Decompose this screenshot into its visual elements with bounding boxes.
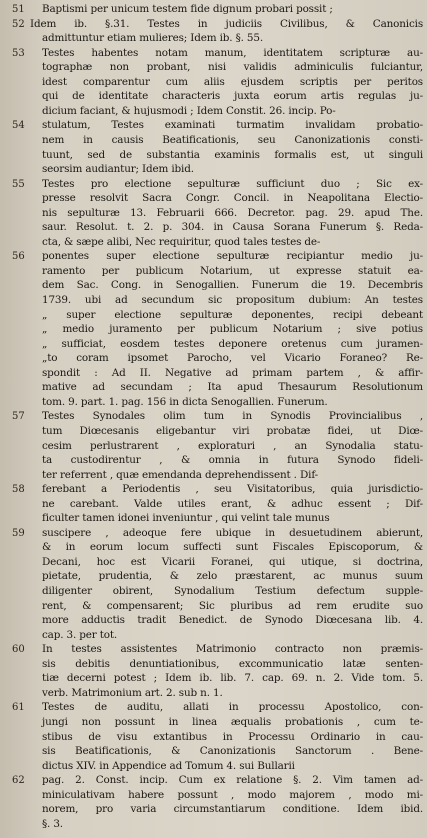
line-text: ne carebant. Valde utiles erant, & adhuc essent ; Dif- (42, 497, 423, 510)
text-line (0, 322, 427, 337)
text-line (0, 540, 427, 555)
line-text: pag. 2. Const. incip. Cum ex relatione §. 2. Vim tamen ad- (42, 774, 423, 787)
text-line (0, 380, 427, 395)
margin-number: 57 (12, 411, 25, 423)
line-text: ter referrent , quæ emendanda deprehendissent . Dif- (42, 468, 319, 481)
margin-number: 58 (12, 484, 25, 496)
margin-number: 61 (12, 702, 25, 714)
line-text: tographæ non probant, nisi validis adminiculis fulciantur, (42, 61, 423, 74)
line-text: qui de identitate characteris juxta eorum artis regulas ju- (42, 90, 423, 103)
text-line (0, 46, 427, 61)
line-text: tiæ decerni potest ; Idem ib. lib. 7. cap. 69. n. 2. Vide tom. 5. (42, 672, 423, 685)
line-text: stulatum, Testes examinati turmatim invalidam probatio- (42, 119, 423, 132)
margin-number: 60 (12, 644, 25, 656)
line-text: cta, & sæpe alibi, Nec requiritur, quod tales testes de- (42, 235, 321, 248)
text-line (0, 177, 427, 192)
text-line (0, 60, 427, 75)
line-text: Baptismi per unicum testem fide dignum probari possit ; (42, 3, 333, 15)
line-text: miniculativam habere possunt , modo majorem , modo mi- (42, 788, 423, 801)
text-line (0, 31, 427, 46)
text-line (0, 395, 427, 410)
line-text: presse resolvit Sacra Congr. Concil. in Neapolitana Electio- (42, 192, 423, 205)
line-text: ramento per publicum Notarium, ut expresse statuit ea- (42, 264, 423, 277)
line-text: „to coram ipsomet Parocho, vel Vicario Foraneo? Re- (42, 352, 423, 365)
line-text: Testes de auditu, allati in processu Apostolico, con- (42, 701, 423, 714)
line-text: admittuntur etiam mulieres; Idem ib. §. 55. (42, 32, 264, 45)
text-line (0, 424, 427, 439)
line-text: diligenter obirent, Synodalium Testium defectum supple- (42, 585, 423, 597)
line-text: dicium faciant, & hujusmodi ; Idem Constit. 26. incip. Po- (42, 104, 336, 117)
text-line (0, 511, 427, 526)
line-text: tuunt, sed de substantia examinis formalis est, ut singuli (42, 148, 423, 161)
text-line (0, 148, 427, 163)
text-line (0, 773, 427, 788)
text-line (0, 118, 427, 133)
text-line (0, 453, 427, 468)
text-line (0, 788, 427, 803)
line-text: suscipere , adeoque fere ubique in desuetudinem abierunt, (42, 526, 423, 539)
text-line (0, 264, 427, 279)
text-line (0, 351, 427, 366)
text-line (0, 482, 427, 497)
text-line (0, 162, 427, 177)
text-line (0, 657, 427, 672)
line-text: Testes pro electione sepulturæ sufficiunt duo ; Sic ex- (42, 177, 423, 190)
line-text: cap. 3. per tot. (42, 628, 118, 641)
text-line (0, 555, 427, 570)
line-text: dem Sac. Cong. in Senogallien. Funerum die 19. Decembris (42, 279, 423, 292)
line-text: Idem ib. §.31. Testes in judiciis Civilibus, & Canonicis (30, 17, 423, 30)
text-line (0, 133, 427, 148)
margin-number: 56 (12, 251, 25, 263)
line-text: verb. Matrimonium art. 2. sub n. 1. (42, 686, 223, 699)
margin-number: 59 (12, 527, 25, 539)
line-text: norem, pro varia circumstantiarum conditione. Idem ibid. (42, 803, 423, 816)
text-line (0, 89, 427, 104)
text-line (0, 249, 427, 264)
text-line (0, 220, 427, 235)
line-text: & in eorum locum suffecti sunt Fiscales Episcoporum, & (42, 541, 423, 554)
text-line (0, 409, 427, 424)
text-line (0, 700, 427, 715)
margin-number: 53 (12, 47, 25, 59)
text-line (0, 75, 427, 90)
text-line (0, 642, 427, 657)
text-line (0, 759, 427, 774)
text-line (0, 278, 427, 293)
text-line (0, 337, 427, 352)
line-text: „ sufficiat, eosdem testes deponere oretenus cum juramen- (42, 337, 423, 350)
text-line (0, 191, 427, 206)
text-line (0, 730, 427, 745)
line-text: In testes assistentes Matrimonio contracto non præmis- (42, 643, 423, 656)
text-line (0, 206, 427, 221)
line-text: nis sepulturæ 13. Februarii 666. Decretor. pag. 29. apud The. (42, 206, 423, 219)
margin-number: 51 (12, 4, 25, 15)
line-text: more adductis tradit Benedict. de Synodo Diœcesana lib. 4. (42, 614, 423, 627)
text-line (0, 686, 427, 701)
text-line (0, 613, 427, 628)
line-text: Decani, hoc est Vicarii Foranei, qui utique, si doctrina, (42, 555, 423, 568)
margin-number: 54 (12, 120, 25, 132)
margin-number: 55 (12, 178, 25, 190)
margin-number: 62 (12, 775, 25, 787)
text-line (0, 366, 427, 381)
line-text: jungi non possunt in linea æqualis probationis , cum te- (42, 715, 423, 728)
line-text: §. 3. (42, 817, 63, 830)
text-line (0, 802, 427, 817)
line-text: ta custodirentur , & omnia in futura Synodo fideli- (42, 454, 423, 467)
line-text: „ medio juramento per publicum Notarium ; sive potius (42, 323, 423, 336)
margin-number: 52 (12, 18, 25, 30)
line-text: sis debitis denuntiationibus, excommunicatio latæ senten- (42, 657, 423, 670)
text-line (0, 17, 427, 32)
text-line (0, 497, 427, 512)
text-line (0, 2, 427, 17)
text-line (0, 599, 427, 614)
text-line (0, 569, 427, 584)
text-line (0, 744, 427, 759)
text-line (0, 715, 427, 730)
line-text: ponentes super electione sepulturæ recipiantur medio ju- (42, 250, 423, 263)
text-line (0, 468, 427, 483)
text-line (0, 584, 427, 599)
text-line (0, 235, 427, 250)
line-text: mative ad secundam ; Ita apud Thesaurum Resolutionum (42, 381, 423, 394)
line-text: seorsim audiantur; Idem ibid. (42, 163, 194, 176)
text-line (0, 308, 427, 323)
line-text: idest comparentur cum aliis ejusdem scriptis per peritos (42, 75, 423, 88)
text-line (0, 817, 427, 832)
line-text: „ super electione sepulturæ deponentes, recipi debeant (42, 308, 423, 321)
line-text: tom. 9. part. 1. pag. 156 in dicta Senogallien. Funerum. (42, 395, 328, 408)
text-line (0, 104, 427, 119)
line-text: stibus de visu extantibus in Processu Ordinario in cau- (42, 730, 423, 743)
line-text: pietate, prudentia, & zelo præstarent, ac munus suum (42, 570, 423, 583)
line-text: cesim perlustrarent , exploraturi , an Synodalia statu- (42, 439, 423, 452)
line-text: ficulter tamen idonei inveniuntur , qui velint tale munus (42, 512, 330, 525)
line-text: Testes habentes notam manum, identitatem scripturæ au- (42, 46, 423, 59)
line-text: ferebant a Periodentis , seu Visitatoribus, quia jurisdictio- (42, 483, 423, 496)
line-text: dictus XIV. in Appendice ad Tomum 4. sui Bullarii (42, 759, 295, 772)
text-line (0, 526, 427, 541)
text-line (0, 439, 427, 454)
text-line (0, 628, 427, 643)
line-text: nem in causis Beatificationis, seu Canonizationis consti- (42, 133, 423, 146)
line-text: tum Diœcesanis eligebantur viri probatæ fidei, ut Diœ- (42, 424, 423, 437)
text-line (0, 671, 427, 686)
line-text: saur. Resolut. t. 2. p. 304. in Causa Sorana Funerum §. Reda- (42, 221, 423, 234)
line-text: sis Beatificationis, & Canonizationis Sanctorum . Bene- (42, 745, 423, 758)
line-text: Testes Synodales olim tum in Synodis Provincialibus , (42, 410, 423, 423)
line-text: rent, & compensarent; Sic pluribus ad rem erudite suo (42, 599, 423, 612)
line-text: spondit : Ad II. Negative ad primam partem , & affir- (42, 366, 423, 379)
line-text: 1739. ubi ad secundum sic propositum dubium: An testes (42, 294, 423, 306)
text-line (0, 293, 427, 308)
